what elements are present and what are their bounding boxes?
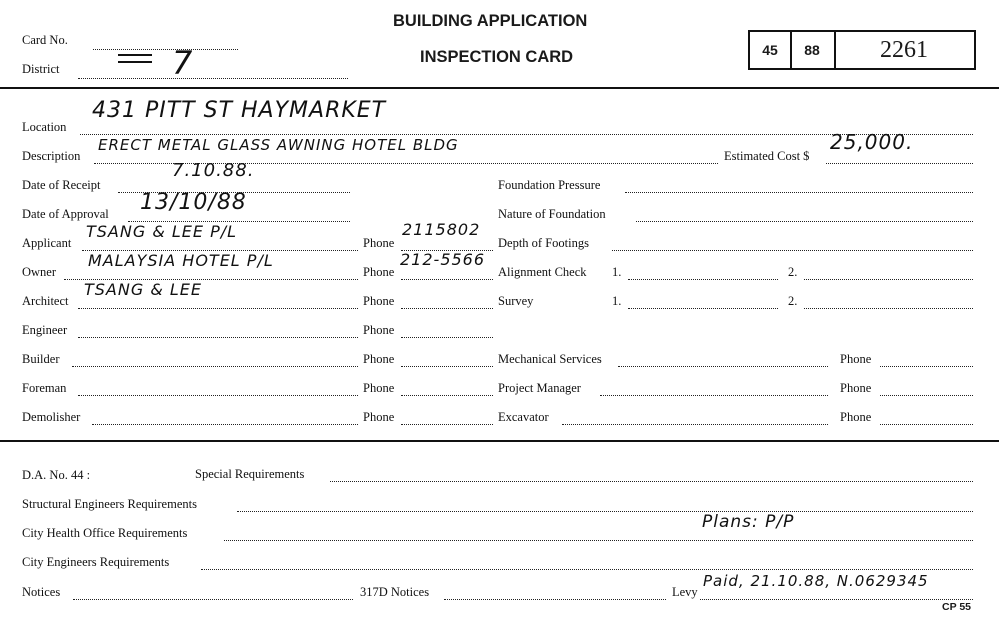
card-number-box: [748, 30, 976, 70]
levy-label: Levy: [672, 585, 698, 599]
location-value: 431 PITT ST HAYMARKET: [92, 98, 387, 123]
city-health-line: [224, 540, 973, 541]
foreman-label: Foreman: [22, 381, 67, 395]
demolisher-line: [92, 424, 358, 425]
excavator-line: [562, 424, 828, 425]
foundation-pressure-label: Foundation Pressure: [498, 178, 601, 192]
depth-of-footings-line: [612, 250, 973, 251]
owner-phone-line: [401, 279, 493, 280]
district-label: District: [22, 62, 60, 76]
alignment-check-1-line: [628, 279, 778, 280]
city-health-label: City Health Office Requirements: [22, 526, 188, 540]
foundation-pressure-line: [625, 192, 973, 193]
city-engineers-line: [201, 569, 973, 570]
applicant-phone-label: Phone: [363, 236, 395, 250]
demolisher-phone-label: Phone: [363, 410, 395, 424]
divider-bottom: [0, 440, 999, 442]
card-no-label: Card No.: [22, 33, 68, 47]
nature-of-foundation-line: [636, 221, 973, 222]
notices-317d-label: 317D Notices: [360, 585, 430, 599]
survey-1-label: 1.: [612, 294, 622, 308]
da-no-label: D.A. No. 44 :: [22, 468, 91, 482]
date-of-approval-label: Date of Approval: [22, 207, 109, 221]
owner-value: MALAYSIA HOTEL P/L: [88, 251, 274, 270]
survey-1-line: [628, 308, 778, 309]
alignment-check-1-label: 1.: [612, 265, 622, 279]
excavator-label: Excavator: [498, 410, 549, 424]
project-manager-line: [600, 395, 828, 396]
excavator-phone-line: [880, 424, 973, 425]
mechanical-services-line: [618, 366, 828, 367]
alignment-check-2-line: [804, 279, 973, 280]
notices-317d-line: [444, 599, 666, 600]
foreman-phone-line: [401, 395, 493, 396]
foreman-line: [78, 395, 358, 396]
engineer-phone-line: [401, 337, 493, 338]
builder-phone-label: Phone: [363, 352, 395, 366]
strikethrough-mark: [118, 48, 152, 68]
estimated-cost-line: [826, 163, 973, 164]
card-number: 2261: [880, 36, 928, 63]
applicant-phone-value: 2115802: [402, 220, 481, 239]
excavator-phone-label: Phone: [840, 410, 872, 424]
card-no-line: [93, 49, 238, 50]
notices-label: Notices: [22, 585, 61, 599]
engineer-line: [78, 337, 358, 338]
form-subtitle: INSPECTION CARD: [420, 48, 574, 66]
survey-2-label: 2.: [788, 294, 798, 308]
description-value: ERECT METAL GLASS AWNING HOTEL BLDG: [98, 136, 459, 154]
depth-of-footings-label: Depth of Footings: [498, 236, 589, 250]
levy-line: [700, 599, 973, 600]
project-manager-label: Project Manager: [498, 381, 581, 395]
owner-label: Owner: [22, 265, 57, 279]
district-line: [78, 78, 348, 79]
district-value: 7: [172, 44, 194, 82]
owner-phone-label: Phone: [363, 265, 395, 279]
engineer-phone-label: Phone: [363, 323, 395, 337]
structural-engineers-label: Structural Engineers Requirements: [22, 497, 197, 511]
architect-line: [78, 308, 358, 309]
mechanical-phone-line: [880, 366, 973, 367]
date-of-approval-value: 13/10/88: [140, 190, 247, 215]
applicant-value: TSANG & LEE P/L: [86, 222, 238, 241]
location-label: Location: [22, 120, 67, 134]
mechanical-phone-label: Phone: [840, 352, 872, 366]
builder-phone-line: [401, 366, 493, 367]
box-code-b: 88: [790, 32, 836, 68]
form-title: BUILDING APPLICATION: [393, 12, 588, 30]
applicant-label: Applicant: [22, 236, 72, 250]
builder-line: [72, 366, 358, 367]
project-manager-phone-line: [880, 395, 973, 396]
engineer-label: Engineer: [22, 323, 68, 337]
description-label: Description: [22, 149, 81, 163]
owner-phone-value: 212-5566: [400, 250, 486, 269]
demolisher-label: Demolisher: [22, 410, 81, 424]
special-requirements-line: [330, 481, 973, 482]
notices-line: [73, 599, 353, 600]
architect-phone-line: [401, 308, 493, 309]
city-health-value: Plans: P/P: [702, 512, 795, 532]
form-code: CP 55: [942, 601, 971, 613]
architect-label: Architect: [22, 294, 69, 308]
date-of-receipt-label: Date of Receipt: [22, 178, 101, 192]
date-of-receipt-value: 7.10.88.: [172, 160, 255, 181]
survey-label: Survey: [498, 294, 534, 308]
box-code-a: 45: [750, 32, 792, 68]
estimated-cost-label: Estimated Cost $: [724, 149, 810, 163]
mechanical-services-label: Mechanical Services: [498, 352, 602, 366]
survey-2-line: [804, 308, 973, 309]
levy-value: Paid, 21.10.88, N.0629345: [703, 572, 929, 590]
demolisher-phone-line: [401, 424, 493, 425]
foreman-phone-label: Phone: [363, 381, 395, 395]
architect-phone-label: Phone: [363, 294, 395, 308]
divider-top: [0, 87, 999, 89]
nature-of-foundation-label: Nature of Foundation: [498, 207, 606, 221]
structural-engineers-line: [237, 511, 973, 512]
builder-label: Builder: [22, 352, 60, 366]
alignment-check-label: Alignment Check: [498, 265, 587, 279]
city-engineers-label: City Engineers Requirements: [22, 555, 170, 569]
architect-value: TSANG & LEE: [84, 280, 203, 299]
estimated-cost-value: 25,000.: [830, 130, 914, 154]
special-requirements-label: Special Requirements: [195, 467, 305, 481]
project-manager-phone-label: Phone: [840, 381, 872, 395]
alignment-check-2-label: 2.: [788, 265, 798, 279]
